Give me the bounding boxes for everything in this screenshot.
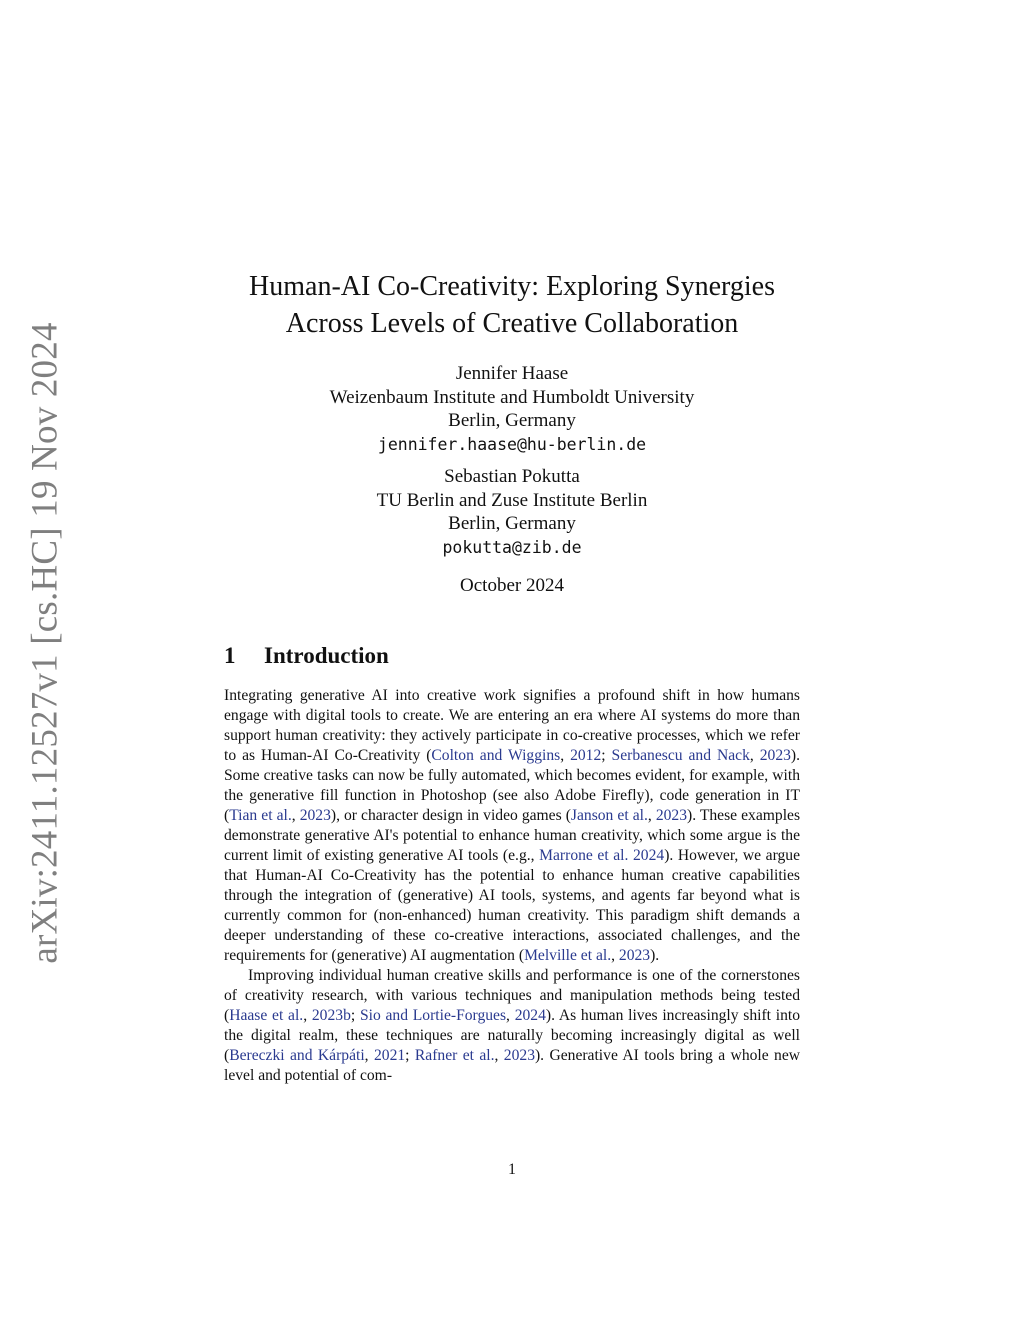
citation-link[interactable]: 2023b bbox=[311, 1007, 351, 1024]
body-text bbox=[224, 686, 800, 1086]
citation-link[interactable]: 2023 bbox=[655, 807, 687, 824]
page-number: 1 bbox=[508, 1161, 516, 1178]
text-span: ). bbox=[650, 947, 660, 964]
text-span: ), or character design in video games ( bbox=[330, 807, 571, 824]
paper-title-line-1: Human-AI Co-Creativity: Exploring Synergies bbox=[249, 271, 775, 302]
text-span: , bbox=[494, 1047, 504, 1064]
author-affiliation: TU Berlin and Zuse Institute Berlin bbox=[376, 489, 648, 511]
text-span: ). Generative AI tools bring a whole new level and potential of com- bbox=[224, 1047, 801, 1084]
text-span: , bbox=[303, 1007, 312, 1024]
paper-title bbox=[160, 268, 864, 342]
text-span: , bbox=[647, 807, 656, 824]
author-name: Sebastian Pokutta bbox=[444, 466, 580, 487]
citation-link[interactable]: Haase et al. bbox=[229, 1007, 304, 1024]
paragraph-1 bbox=[224, 686, 800, 966]
arxiv-stamp-text: arXiv:2411.12527v1 [cs.HC] 19 Nov 2024 bbox=[24, 321, 66, 964]
author-location: Berlin, Germany bbox=[448, 513, 576, 534]
text-span: , bbox=[364, 1047, 374, 1064]
citation-link[interactable]: Janson et al. bbox=[570, 807, 648, 824]
citation-link[interactable]: Colton and Wiggins bbox=[431, 747, 561, 764]
text-span: , bbox=[291, 807, 300, 824]
citation-link[interactable]: Bereczki and Kárpáti bbox=[229, 1047, 365, 1064]
author-email[interactable]: jennifer.haase@hu-berlin.de bbox=[377, 434, 647, 454]
text-span: , bbox=[611, 947, 619, 964]
text-span: ; bbox=[601, 747, 612, 764]
citation-link[interactable]: 2023 bbox=[503, 1047, 535, 1064]
text-span: ; bbox=[350, 1007, 360, 1024]
text-span: Improving individual human creative skills and performance is one of the cornerstones of creativity research, with various techniques and manipulation methods being tested ( bbox=[224, 967, 800, 1024]
citation-link[interactable]: Tian et al. bbox=[229, 807, 292, 824]
text-span: ). These examples demonstrate generative AI's potential to enhance human creativity, which some argue is the current limit of existing generative AI tools (e.g., bbox=[224, 807, 801, 864]
text-span: ; bbox=[405, 1047, 415, 1064]
text-span: Integrating generative AI into creative work signifies a profound shift in how humans engage with digital tools to create. We are entering an era where AI systems do more than support human creativity: they actively participate in co-creative processes, which we refer to as Human-AI Co-Creativity ( bbox=[224, 687, 800, 764]
citation-link[interactable]: 2023 bbox=[299, 807, 331, 824]
author-email[interactable]: pokutta@zib.de bbox=[442, 537, 582, 557]
text-span: ). Some creative tasks can now be fully automated, which becomes evident, for example, with the generative fill function in Photoshop (see also Adobe Firefly), code generation in IT ( bbox=[224, 747, 801, 824]
text-span: ). However, we argue that Human-AI Co-Creativity has the potential to enhance human creative capabilities through the integration of (generative) AI tools, systems, and agents far beyond what is currently common for (non-enhanced) human creativity. This paradigm shift demands a deeper understanding of these co-creative interactions, associated challenges, and the requirements for (generative) AI augmentation ( bbox=[224, 847, 800, 964]
author-name: Jennifer Haase bbox=[455, 363, 569, 384]
citation-link[interactable]: Rafner et al. bbox=[414, 1047, 495, 1064]
author-location: Berlin, Germany bbox=[448, 410, 576, 431]
citation-link[interactable]: 2023 bbox=[618, 947, 651, 964]
section-number: 1 bbox=[224, 643, 236, 668]
arxiv-stamp bbox=[20, 321, 70, 964]
citation-link[interactable]: 2012 bbox=[570, 747, 602, 764]
citation-link[interactable]: Serbanescu and Nack bbox=[611, 747, 750, 764]
paper-title-line-2: Across Levels of Creative Collaboration bbox=[285, 308, 739, 339]
author-block-1 bbox=[200, 362, 824, 456]
author-block-2 bbox=[200, 465, 824, 559]
paragraph-2 bbox=[224, 966, 800, 1086]
citation-link[interactable]: Melville et al. bbox=[524, 947, 612, 964]
section-title: Introduction bbox=[264, 643, 389, 668]
text-span: , bbox=[560, 747, 571, 764]
citation-link[interactable]: 2023 bbox=[759, 747, 791, 764]
author-affiliation: Weizenbaum Institute and Humboldt University bbox=[329, 386, 695, 408]
citation-link[interactable]: 2021 bbox=[373, 1047, 406, 1064]
citation-link[interactable]: 2024 bbox=[514, 1007, 546, 1024]
paper-date: October 2024 bbox=[460, 575, 564, 596]
citation-link[interactable]: Marrone et al. 2024 bbox=[539, 847, 665, 864]
citation-link[interactable]: Sio and Lortie-Forgues bbox=[359, 1007, 507, 1024]
section-heading bbox=[224, 643, 389, 669]
text-span: , bbox=[749, 747, 760, 764]
text-span: , bbox=[506, 1007, 515, 1024]
text-span: ). As human lives increasingly shift into the digital realm, these techniques are naturally becoming increasingly digital as well ( bbox=[224, 1007, 801, 1064]
